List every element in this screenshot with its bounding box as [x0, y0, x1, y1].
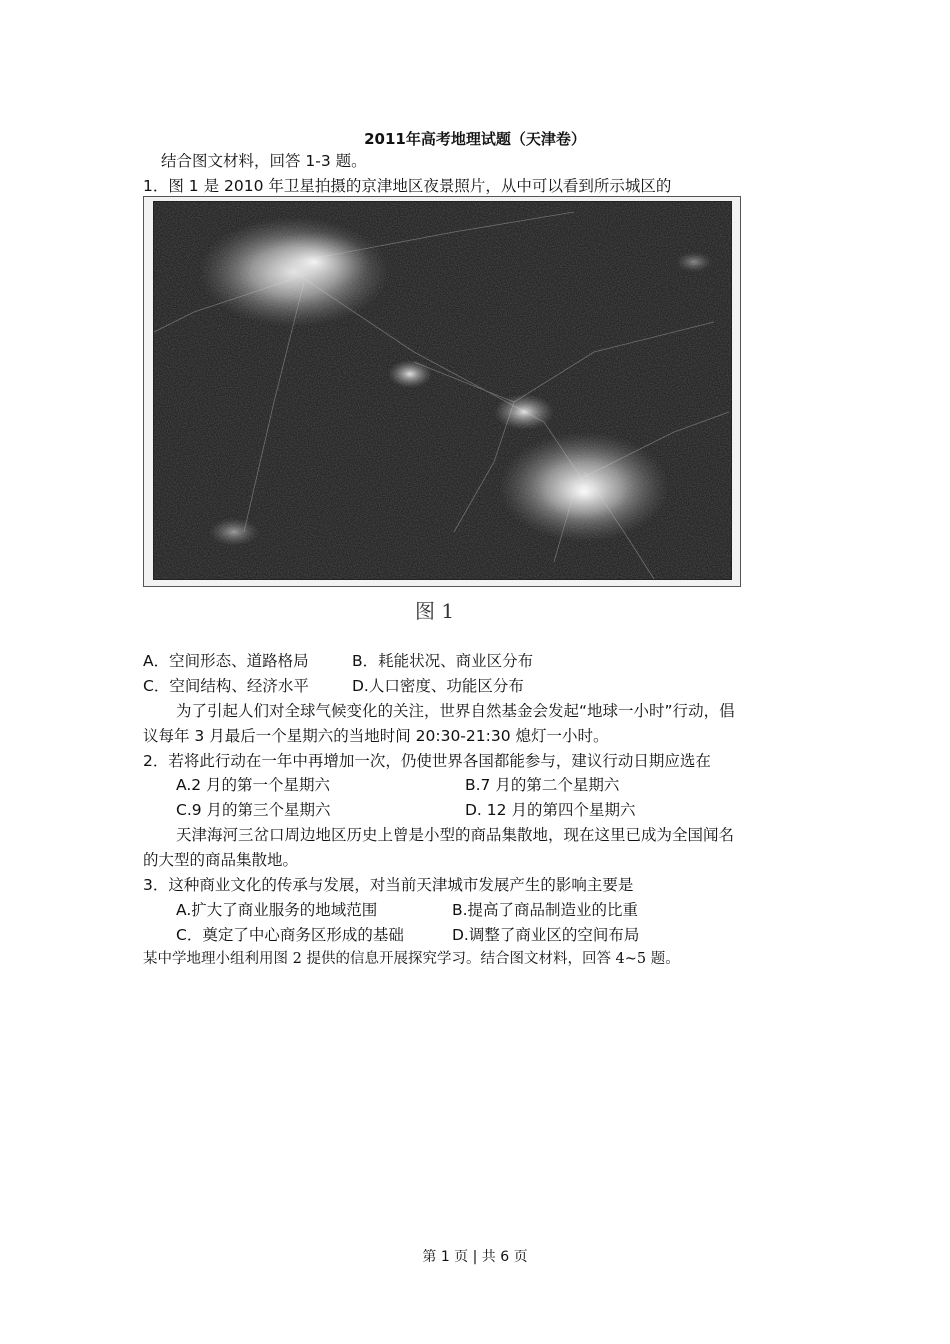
q2-option-c: C.9 月的第三个星期六 — [176, 801, 331, 819]
passage-1-line-2: 议每年 3 月最后一个星期六的当地时间 20:30-21:30 熄灯一小时。 — [143, 727, 609, 745]
q3-option-d: D.调整了商业区的空间布局 — [452, 926, 640, 944]
figure-1-caption: 图 1 — [415, 599, 455, 623]
q2-option-b: B.7 月的第二个星期六 — [465, 776, 620, 794]
intro-text: 结合图文材料，回答 1-3 题。 — [161, 152, 367, 170]
q3-option-c: C．奠定了中心商务区形成的基础 — [176, 926, 404, 944]
question-3-stem: 3．这种商业文化的传承与发展，对当前天津城市发展产生的影响主要是 — [143, 876, 634, 894]
page-footer: 第 1 页 | 共 6 页 — [422, 1249, 528, 1265]
passage-1-line-1: 为了引起人们对全球气候变化的关注，世界自然基金会发起“地球一小时”行动，倡 — [176, 702, 735, 720]
page-title: 2011年高考地理试题（天津卷） — [364, 130, 586, 148]
langfang-city-lights — [388, 360, 432, 388]
q1-option-b: B．耗能状况、商业区分布 — [352, 652, 534, 670]
q1-option-c: C．空间结构、经济水平 — [143, 677, 309, 695]
q3-option-b: B.提高了商品制造业的比重 — [452, 901, 639, 919]
questions-4-5-intro: 某中学地理小组利用图 2 提供的信息开展探究学习。结合图文材料，回答 4~5 题。 — [143, 951, 680, 967]
figure-1-frame — [143, 196, 741, 587]
q3-option-a: A.扩大了商业服务的地域范围 — [176, 901, 378, 919]
satellite-night-photo — [153, 201, 732, 580]
q1-option-d: D.人口密度、功能区分布 — [352, 677, 524, 695]
question-1-stem: 1．图 1 是 2010 年卫星拍摄的京津地区夜景照片，从中可以看到所示城区的 — [143, 177, 672, 195]
q1-option-a: A．空间形态、道路格局 — [143, 652, 309, 670]
question-2-stem: 2．若将此行动在一年中再增加一次，仍使世界各国都能参与，建议行动日期应选在 — [143, 752, 711, 770]
q2-option-d: D. 12 月的第四个星期六 — [465, 801, 636, 819]
passage-2-line-2: 的大型的商品集散地。 — [143, 851, 299, 869]
q2-option-a: A.2 月的第一个星期六 — [176, 776, 331, 794]
passage-2-line-1: 天津海河三岔口周边地区历史上曾是小型的商品集散地，现在这里已成为全国闻名 — [176, 826, 735, 844]
